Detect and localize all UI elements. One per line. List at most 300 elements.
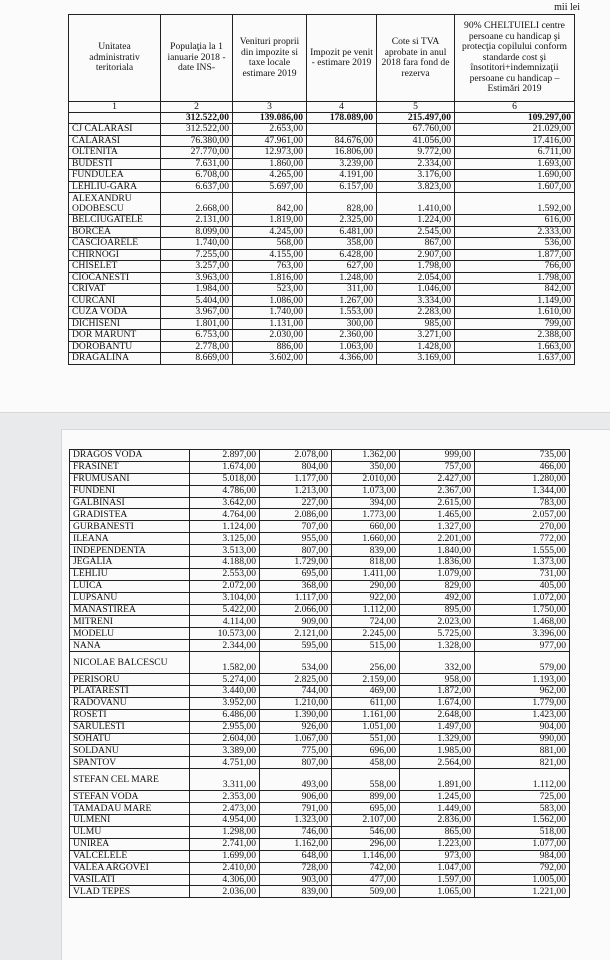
total-cell: 215.497,00	[377, 113, 455, 124]
table-row	[70, 826, 570, 838]
table-row	[70, 838, 570, 850]
value-cell: 227,00	[260, 497, 332, 509]
value-cell: 6.711,00	[455, 147, 575, 159]
value-cell: 21.029,00	[455, 124, 575, 136]
unit-name-cell: FRUMUSANI	[70, 473, 190, 485]
value-cell: 3.952,00	[190, 697, 260, 709]
value-cell: 2.086,00	[260, 509, 332, 521]
value-cell: 973,00	[400, 850, 475, 862]
header-row	[69, 15, 575, 102]
value-cell: 962,00	[475, 686, 570, 698]
value-cell: 2.054,00	[377, 272, 455, 284]
value-cell: 3.396,00	[475, 628, 570, 640]
value-cell: 2.283,00	[377, 307, 455, 319]
value-cell: 828,00	[307, 193, 377, 215]
table-row	[70, 886, 570, 898]
unit-name-cell: INDEPENDENTA	[70, 545, 190, 557]
value-cell: 1.221,00	[475, 886, 570, 898]
value-cell: 358,00	[307, 238, 377, 250]
unit-name-cell: BELCIUGATELE	[69, 215, 161, 227]
value-cell: 1.073,00	[332, 485, 400, 497]
value-cell: 2.121,00	[260, 628, 332, 640]
value-cell: 904,00	[475, 721, 570, 733]
value-cell: 742,00	[332, 862, 400, 874]
value-cell: 1.086,00	[233, 295, 307, 307]
table-row	[69, 330, 575, 342]
unit-name-cell: CALARASI	[69, 135, 161, 147]
table-row	[69, 307, 575, 319]
table-row	[69, 284, 575, 296]
value-cell: 16.806,00	[307, 147, 377, 159]
value-cell: 6.486,00	[190, 709, 260, 721]
unit-name-cell: FUNDULEA	[69, 170, 161, 182]
value-cell: 1.005,00	[475, 874, 570, 886]
value-cell: 1.046,00	[377, 284, 455, 296]
value-cell: 5.404,00	[161, 295, 233, 307]
table-row	[69, 124, 575, 136]
unit-name-cell: TAMADAU MARE	[70, 803, 190, 815]
value-cell: 757,00	[400, 461, 475, 473]
value-cell: 1.465,00	[400, 509, 475, 521]
value-cell: 5.697,00	[233, 181, 307, 193]
value-cell: 1.193,00	[475, 674, 570, 686]
value-cell: 1.327,00	[400, 521, 475, 533]
column-number: 4	[307, 102, 377, 113]
unit-name-cell: DRAGOS VODA	[70, 450, 190, 462]
unit-name-cell: OLTENITA	[69, 147, 161, 159]
value-cell: 2.825,00	[260, 674, 332, 686]
value-cell: 1.663,00	[455, 341, 575, 353]
value-cell: 2.897,00	[190, 450, 260, 462]
unit-name-cell: CASCIOARELE	[69, 238, 161, 250]
value-cell: 1.117,00	[260, 592, 332, 604]
value-cell: 1.891,00	[400, 769, 475, 791]
value-cell: 568,00	[233, 238, 307, 250]
value-cell: 821,00	[475, 757, 570, 769]
value-cell: 5.422,00	[190, 604, 260, 616]
table-row	[70, 721, 570, 733]
value-cell: 7.631,00	[161, 158, 233, 170]
value-cell: 2.836,00	[400, 815, 475, 827]
value-cell: 2.078,00	[260, 450, 332, 462]
value-cell: 1.298,00	[190, 826, 260, 838]
value-cell: 6.637,00	[161, 181, 233, 193]
table-row	[69, 238, 575, 250]
value-cell: 804,00	[260, 461, 332, 473]
value-cell: 1.449,00	[400, 803, 475, 815]
table-row	[70, 461, 570, 473]
table-row	[70, 791, 570, 803]
table-row	[70, 557, 570, 569]
unit-label: mii lei	[554, 2, 580, 13]
unit-name-cell: ULMU	[70, 826, 190, 838]
value-cell: 1.750,00	[475, 604, 570, 616]
value-cell: 1.637,00	[455, 353, 575, 365]
value-cell: 1.428,00	[377, 341, 455, 353]
table-row	[70, 862, 570, 874]
value-cell: 492,00	[400, 592, 475, 604]
value-cell: 903,00	[260, 874, 332, 886]
table-row	[70, 545, 570, 557]
unit-name-cell: SOHATU	[70, 733, 190, 745]
table-row	[70, 652, 570, 674]
unit-name-cell: MANASTIREA	[70, 604, 190, 616]
value-cell: 695,00	[332, 803, 400, 815]
unit-name-cell: LUICA	[70, 580, 190, 592]
value-cell: 724,00	[332, 616, 400, 628]
value-cell: 6.157,00	[307, 181, 377, 193]
value-cell: 1.245,00	[400, 791, 475, 803]
unit-name-cell: SOLDANU	[70, 745, 190, 757]
value-cell: 2.648,00	[400, 709, 475, 721]
value-cell: 515,00	[332, 640, 400, 652]
value-cell: 3.602,00	[233, 353, 307, 365]
value-cell: 458,00	[332, 757, 400, 769]
value-cell: 1.079,00	[400, 568, 475, 580]
column-number: 3	[233, 102, 307, 113]
table-row	[70, 592, 570, 604]
value-cell: 1.877,00	[455, 249, 575, 261]
table-row	[70, 769, 570, 791]
value-cell: 3.311,00	[190, 769, 260, 791]
value-cell: 1.112,00	[475, 769, 570, 791]
value-cell: 2.344,00	[190, 640, 260, 652]
unit-name-cell: ILEANA	[70, 533, 190, 545]
table-row	[69, 193, 575, 215]
budget-table-page-2	[69, 449, 570, 898]
value-cell: 829,00	[400, 580, 475, 592]
value-cell: 2.668,00	[161, 193, 233, 215]
value-cell: 766,00	[455, 261, 575, 273]
table-row	[69, 135, 575, 147]
value-cell: 5.725,00	[400, 628, 475, 640]
value-cell: 792,00	[475, 862, 570, 874]
value-cell: 2.473,00	[190, 803, 260, 815]
value-cell: 1.323,00	[260, 815, 332, 827]
value-cell: 368,00	[260, 580, 332, 592]
value-cell: 2.325,00	[307, 215, 377, 227]
value-cell: 1.223,00	[400, 838, 475, 850]
table-row	[70, 745, 570, 757]
value-cell: 2.741,00	[190, 838, 260, 850]
table-row	[69, 249, 575, 261]
table-row	[70, 628, 570, 640]
table-row	[70, 509, 570, 521]
value-cell: 1.067,00	[260, 733, 332, 745]
unit-name-cell: CIOCANESTI	[69, 272, 161, 284]
value-cell: 807,00	[260, 757, 332, 769]
value-cell: 984,00	[475, 850, 570, 862]
value-cell: 744,00	[260, 686, 332, 698]
unit-name-cell: GURBANESTI	[70, 521, 190, 533]
value-cell: 1.798,00	[455, 272, 575, 284]
unit-name-cell: MITRENI	[70, 616, 190, 628]
unit-name-cell: BUDESTI	[69, 158, 161, 170]
value-cell: 2.653,00	[233, 124, 307, 136]
value-cell: 84.676,00	[307, 135, 377, 147]
unit-name-cell: LEHLIU-GARA	[69, 181, 161, 193]
table-row	[69, 215, 575, 227]
value-cell: 2.955,00	[190, 721, 260, 733]
value-cell: 1.779,00	[475, 697, 570, 709]
value-cell: 2.036,00	[190, 886, 260, 898]
value-cell: 5.018,00	[190, 473, 260, 485]
header-vat-shares: Cote si TVA aprobate in anul 2018 fara fond de rezerva	[377, 15, 455, 102]
value-cell: 1.798,00	[377, 261, 455, 273]
value-cell	[307, 124, 377, 136]
value-cell: 1.411,00	[332, 568, 400, 580]
value-cell: 2.564,00	[400, 757, 475, 769]
value-cell: 1.124,00	[190, 521, 260, 533]
table-row	[69, 261, 575, 273]
value-cell: 394,00	[332, 497, 400, 509]
unit-name-cell: CUZA VODA	[69, 307, 161, 319]
value-cell: 881,00	[475, 745, 570, 757]
value-cell: 2.057,00	[475, 509, 570, 521]
value-cell: 3.334,00	[377, 295, 455, 307]
value-cell: 583,00	[475, 803, 570, 815]
value-cell: 842,00	[455, 284, 575, 296]
column-number-row	[69, 102, 575, 113]
value-cell: 1.280,00	[475, 473, 570, 485]
value-cell: 839,00	[332, 545, 400, 557]
value-cell: 2.245,00	[332, 628, 400, 640]
value-cell: 4.954,00	[190, 815, 260, 827]
value-cell: 999,00	[400, 450, 475, 462]
value-cell: 1.131,00	[233, 318, 307, 330]
total-cell: 178.089,00	[307, 113, 377, 124]
value-cell: 536,00	[455, 238, 575, 250]
value-cell: 731,00	[475, 568, 570, 580]
value-cell: 493,00	[260, 769, 332, 791]
value-cell: 332,00	[400, 652, 475, 674]
value-cell: 1.836,00	[400, 557, 475, 569]
value-cell: 1.162,00	[260, 838, 332, 850]
table-row	[70, 757, 570, 769]
value-cell: 616,00	[455, 215, 575, 227]
value-cell: 895,00	[400, 604, 475, 616]
value-cell: 2.388,00	[455, 330, 575, 342]
value-cell: 1.660,00	[332, 533, 400, 545]
value-cell: 3.642,00	[190, 497, 260, 509]
value-cell: 1.674,00	[400, 697, 475, 709]
table-row	[69, 170, 575, 182]
unit-name-cell: STEFAN CEL MARE	[70, 769, 190, 791]
column-number: 5	[377, 102, 455, 113]
value-cell: 2.334,00	[377, 158, 455, 170]
value-cell: 3.104,00	[190, 592, 260, 604]
document-page-2	[62, 430, 610, 960]
header-handicap-expenses: 90% CHELTUIELI centre persoane cu handicap şi protecţia copilului conform standarde cost şi însotitori+indemnizaţii persoane cu handicap – Estimări 2019	[455, 15, 575, 102]
value-cell: 300,00	[307, 318, 377, 330]
value-cell: 818,00	[332, 557, 400, 569]
value-cell: 2.353,00	[190, 791, 260, 803]
value-cell: 2.201,00	[400, 533, 475, 545]
value-cell: 763,00	[233, 261, 307, 273]
value-cell: 2.360,00	[307, 330, 377, 342]
value-cell: 405,00	[475, 580, 570, 592]
value-cell: 807,00	[260, 545, 332, 557]
table-row	[70, 580, 570, 592]
table-row	[70, 640, 570, 652]
value-cell: 4.188,00	[190, 557, 260, 569]
value-cell: 2.427,00	[400, 473, 475, 485]
value-cell: 2.023,00	[400, 616, 475, 628]
unit-name-cell: DOR MARUNT	[69, 330, 161, 342]
table-row	[69, 272, 575, 284]
document-page-1	[0, 0, 610, 412]
unit-name-cell: CJ CALARASI	[69, 124, 161, 136]
value-cell: 466,00	[475, 461, 570, 473]
table-row	[70, 568, 570, 580]
value-cell: 1.840,00	[400, 545, 475, 557]
header-income-tax: Impozit pe venit - estimare 2019	[307, 15, 377, 102]
value-cell: 1.592,00	[455, 193, 575, 215]
value-cell: 1.161,00	[332, 709, 400, 721]
value-cell: 1.267,00	[307, 295, 377, 307]
unit-name-cell: DICHISENI	[69, 318, 161, 330]
value-cell: 290,00	[332, 580, 400, 592]
value-cell: 899,00	[332, 791, 400, 803]
value-cell: 6.753,00	[161, 330, 233, 342]
value-cell: 1.065,00	[400, 886, 475, 898]
value-cell: 3.257,00	[161, 261, 233, 273]
value-cell: 955,00	[260, 533, 332, 545]
value-cell: 12.973,00	[233, 147, 307, 159]
value-cell: 1.047,00	[400, 862, 475, 874]
value-cell: 772,00	[475, 533, 570, 545]
unit-name-cell: CRIVAT	[69, 284, 161, 296]
table-row	[70, 850, 570, 862]
table-row	[69, 158, 575, 170]
value-cell: 1.819,00	[233, 215, 307, 227]
value-cell: 6.708,00	[161, 170, 233, 182]
value-cell: 1.423,00	[475, 709, 570, 721]
value-cell: 41.056,00	[377, 135, 455, 147]
value-cell: 926,00	[260, 721, 332, 733]
value-cell: 958,00	[400, 674, 475, 686]
table-row	[70, 697, 570, 709]
unit-name-cell: NANA	[70, 640, 190, 652]
value-cell: 648,00	[260, 850, 332, 862]
unit-name-cell: GALBINASI	[70, 497, 190, 509]
column-number: 6	[455, 102, 575, 113]
table-row	[70, 815, 570, 827]
value-cell: 296,00	[332, 838, 400, 850]
value-cell: 922,00	[332, 592, 400, 604]
value-cell: 2.072,00	[190, 580, 260, 592]
value-cell: 4.191,00	[307, 170, 377, 182]
value-cell: 977,00	[475, 640, 570, 652]
value-cell: 270,00	[475, 521, 570, 533]
value-cell: 1.177,00	[260, 473, 332, 485]
value-cell: 6.428,00	[307, 249, 377, 261]
value-cell: 1.410,00	[377, 193, 455, 215]
value-cell: 2.131,00	[161, 215, 233, 227]
header-unit: Unitatea administrativ teritoriala	[69, 15, 161, 102]
value-cell: 17.416,00	[455, 135, 575, 147]
value-cell: 985,00	[377, 318, 455, 330]
value-cell: 1.051,00	[332, 721, 400, 733]
value-cell: 1.390,00	[260, 709, 332, 721]
unit-name-cell: ALEXANDRU ODOBESCU	[69, 193, 161, 215]
value-cell: 2.159,00	[332, 674, 400, 686]
unit-name-cell: SARULESTI	[70, 721, 190, 733]
value-cell: 1.112,00	[332, 604, 400, 616]
table-row	[69, 147, 575, 159]
value-cell: 1.740,00	[233, 307, 307, 319]
table-row	[69, 353, 575, 365]
value-cell: 4.786,00	[190, 485, 260, 497]
value-cell: 3.963,00	[161, 272, 233, 284]
unit-name-cell: CHIRNOGI	[69, 249, 161, 261]
value-cell: 1.610,00	[455, 307, 575, 319]
value-cell: 906,00	[260, 791, 332, 803]
value-cell: 4.306,00	[190, 874, 260, 886]
value-cell: 2.367,00	[400, 485, 475, 497]
value-cell: 1.690,00	[455, 170, 575, 182]
total-cell: 109.297,00	[455, 113, 575, 124]
value-cell: 3.389,00	[190, 745, 260, 757]
unit-name-cell: LUPSANU	[70, 592, 190, 604]
value-cell: 579,00	[475, 652, 570, 674]
unit-name-cell: PLATARESTI	[70, 686, 190, 698]
value-cell: 1.773,00	[332, 509, 400, 521]
table-row	[70, 709, 570, 721]
value-cell: 707,00	[260, 521, 332, 533]
value-cell: 546,00	[332, 826, 400, 838]
value-cell: 1.497,00	[400, 721, 475, 733]
unit-name-cell: ROSETI	[70, 709, 190, 721]
value-cell: 1.674,00	[190, 461, 260, 473]
table-row	[70, 686, 570, 698]
unit-name-cell: VALEA ARGOVEI	[70, 862, 190, 874]
value-cell: 67.760,00	[377, 124, 455, 136]
value-cell: 4.265,00	[233, 170, 307, 182]
value-cell: 4.751,00	[190, 757, 260, 769]
value-cell: 518,00	[475, 826, 570, 838]
value-cell: 1.063,00	[307, 341, 377, 353]
unit-name-cell: ULMENI	[70, 815, 190, 827]
table-row	[69, 181, 575, 193]
header-own-revenue: Venituri proprii din impozite si taxe locale estimare 2019	[233, 15, 307, 102]
value-cell: 3.967,00	[161, 307, 233, 319]
total-row	[69, 113, 575, 124]
value-cell: 4.155,00	[233, 249, 307, 261]
value-cell: 839,00	[260, 886, 332, 898]
value-cell: 2.010,00	[332, 473, 400, 485]
value-cell: 311,00	[307, 284, 377, 296]
unit-name-cell: NICOLAE BALCESCU	[70, 652, 190, 674]
value-cell: 1.329,00	[400, 733, 475, 745]
value-cell: 47.961,00	[233, 135, 307, 147]
unit-name-cell: VLAD TEPES	[70, 886, 190, 898]
value-cell: 256,00	[332, 652, 400, 674]
unit-name-cell: PERISORU	[70, 674, 190, 686]
unit-name-cell: MODELU	[70, 628, 190, 640]
column-number: 2	[161, 102, 233, 113]
value-cell: 2.615,00	[400, 497, 475, 509]
unit-name-cell: DOROBANTU	[69, 341, 161, 353]
unit-name-cell: FRASINET	[70, 461, 190, 473]
value-cell: 534,00	[260, 652, 332, 674]
value-cell: 886,00	[233, 341, 307, 353]
value-cell: 4.366,00	[307, 353, 377, 365]
unit-name-cell: UNIREA	[70, 838, 190, 850]
value-cell: 2.333,00	[455, 226, 575, 238]
value-cell: 469,00	[332, 686, 400, 698]
value-cell: 4.114,00	[190, 616, 260, 628]
